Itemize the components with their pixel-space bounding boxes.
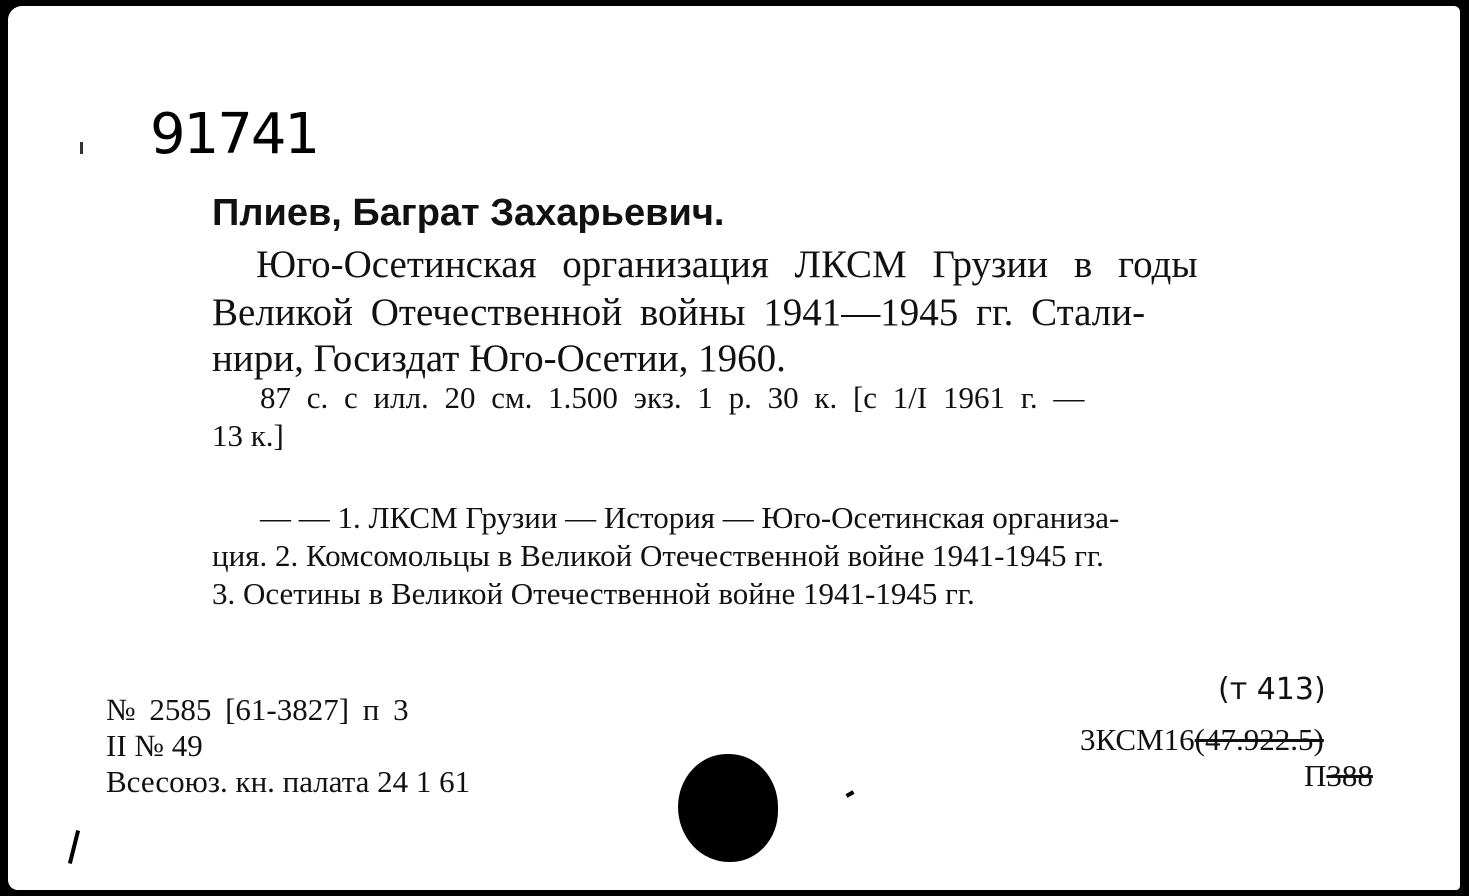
tick-mark: [80, 142, 83, 154]
title-line-2: Великой Отечественной войны 1941—1945 гг. Стали-: [212, 291, 1146, 334]
handwritten-number: 91741: [150, 102, 319, 167]
subject-line-3: 3. Осетины в Великой Отечественной войне 1941-1945 гг.: [212, 576, 975, 611]
class-code-main: 3КСМ16: [1080, 722, 1195, 757]
class-code: [1080, 722, 1324, 758]
collation-line-1: 87 с. с илл. 20 см. 1.500 экз. 1 р. 30 к. [с 1/I 1961 г. —: [260, 380, 1085, 415]
collation-line-2: 13 к.]: [212, 418, 284, 453]
shelf-struck: 388: [1326, 758, 1373, 793]
handwritten-code: (т 413): [1218, 672, 1326, 707]
pen-mark-left: [68, 830, 80, 864]
author-heading: Плиев, Баграт Захарьевич.: [212, 192, 725, 234]
catalog-card: [8, 6, 1460, 890]
subject-line-2: ция. 2. Комсомольцы в Великой Отечественной войне 1941-1945 гг.: [212, 538, 1104, 573]
registry-line-2: II № 49: [106, 728, 203, 763]
registry-line-3: Всесоюз. кн. палата 24 1 61: [106, 764, 471, 799]
shelf-code: [1304, 758, 1373, 794]
title-line-1: Юго-Осетинская организация ЛКСМ Грузии в годы: [256, 243, 1198, 286]
class-code-struck: (47.922.5): [1194, 722, 1324, 757]
punch-hole: [678, 754, 778, 862]
dot-mark: [846, 790, 855, 797]
registry-line-1: № 2585 [61-3827] п 3: [106, 692, 409, 727]
shelf-prefix: П: [1304, 758, 1327, 793]
title-line-3: нири, Госиздат Юго-Осетии, 1960.: [212, 337, 786, 380]
subject-line-1: — — 1. ЛКСМ Грузии — История — Юго-Осетинская организа-: [260, 500, 1120, 535]
